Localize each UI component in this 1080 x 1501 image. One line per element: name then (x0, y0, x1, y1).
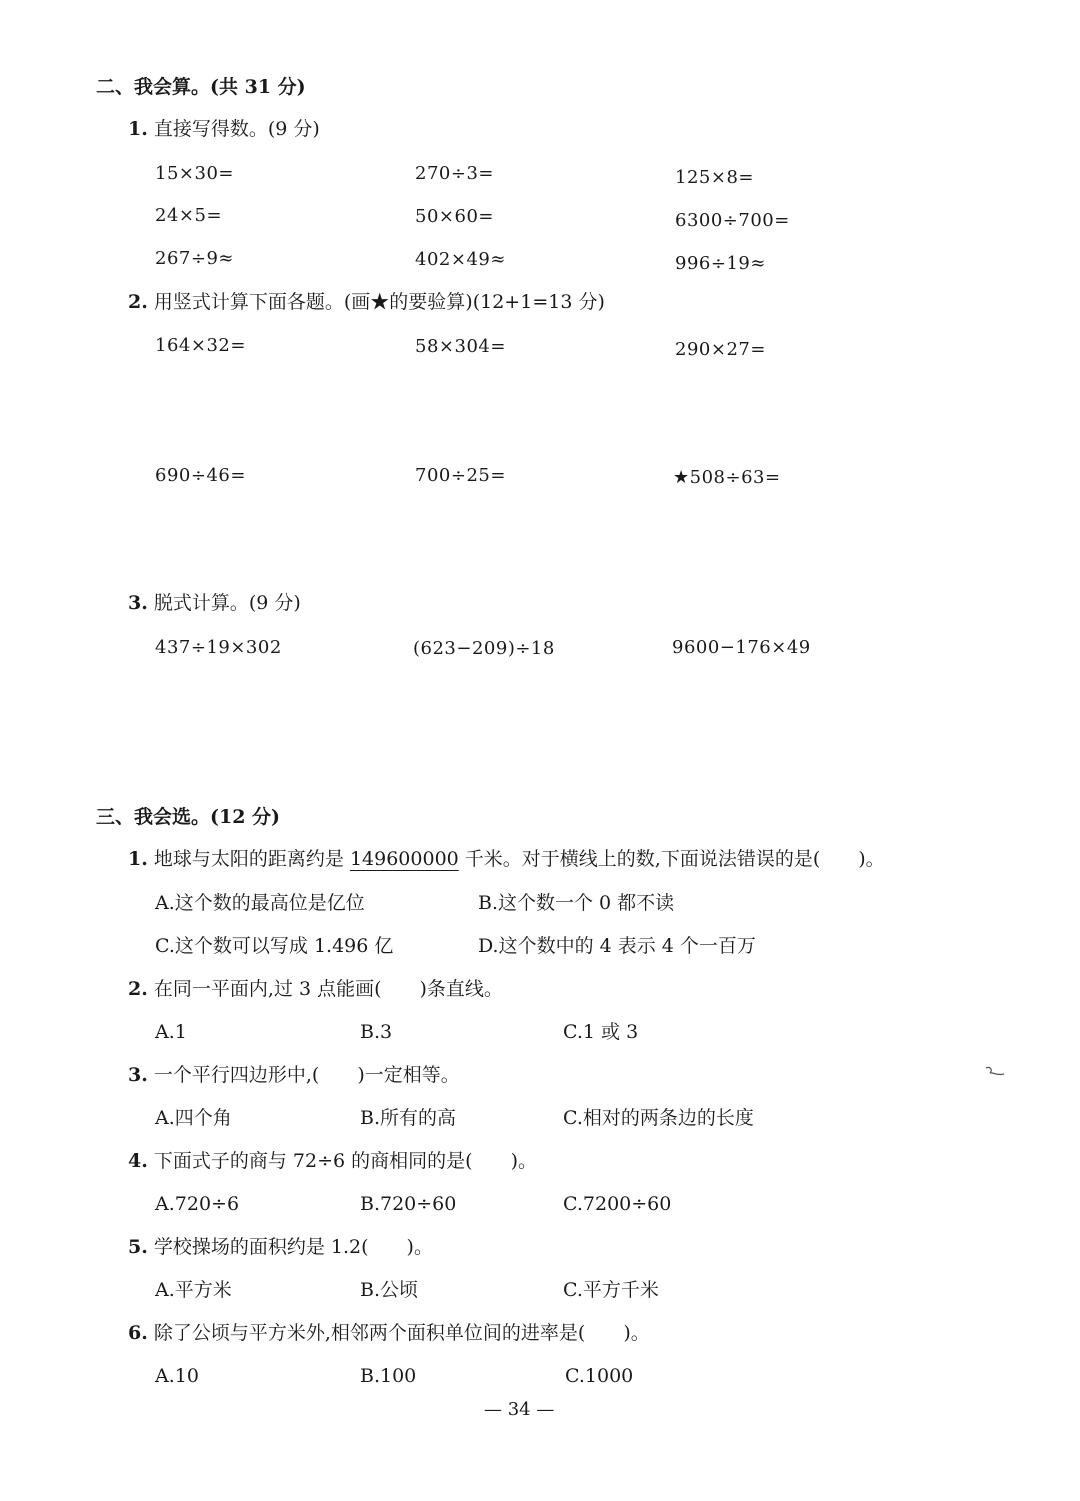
option-d: D.这个数中的 4 表示 4 个一百万 (478, 935, 756, 957)
expression: 996÷19≈ (675, 253, 766, 274)
question-3-1 (128, 850, 885, 869)
question-number: 4. (128, 1150, 148, 1172)
option-a: A.平方米 (155, 1279, 232, 1301)
option-a: A.四个角 (155, 1107, 232, 1129)
expression: 9600−176×49 (672, 637, 811, 658)
option-c: C.平方千米 (563, 1279, 659, 1301)
question-text: 脱式计算。(9 分) (153, 592, 301, 614)
question-number: 3. (128, 592, 148, 614)
question-3-4 (128, 1152, 537, 1171)
option-b: B.720÷60 (360, 1193, 457, 1215)
question-number: 1. (128, 848, 148, 870)
expression: 50×60= (415, 206, 494, 227)
option-b: B.这个数一个 0 都不读 (478, 892, 675, 914)
page-number: — 34 — (484, 1399, 555, 1420)
option-a: A.1 (155, 1021, 187, 1043)
expression: (623−209)÷18 (413, 638, 555, 659)
expression: 6300÷700= (675, 210, 790, 231)
question-text: 在同一平面内,过 3 点能画( )条直线。 (153, 978, 503, 1000)
expression: 700÷25= (415, 465, 506, 486)
question-number: 1. (128, 118, 148, 140)
expression: 270÷3= (415, 163, 494, 184)
question-text: 千米。对于横线上的数,下面说法错误的是( )。 (464, 848, 885, 870)
question-2-1-title (128, 120, 320, 139)
option-c: C.1 或 3 (563, 1021, 639, 1043)
expression: 437÷19×302 (155, 637, 282, 658)
option-b: B.100 (360, 1365, 417, 1387)
option-b: B.公顷 (360, 1279, 419, 1301)
option-a: A.720÷6 (155, 1193, 240, 1215)
question-text: 学校操场的面积约是 1.2( )。 (153, 1236, 433, 1258)
question-number: 3. (128, 1064, 148, 1086)
option-c: C.7200÷60 (563, 1193, 672, 1215)
section-3-title: 三、我会选。(12 分) (96, 806, 281, 828)
option-c: C.这个数可以写成 1.496 亿 (155, 935, 394, 957)
option-b: B.3 (360, 1021, 393, 1043)
question-text: 直接写得数。(9 分) (153, 118, 320, 140)
question-number: 2. (128, 978, 148, 1000)
expression: 402×49≈ (415, 249, 506, 270)
question-3-6 (128, 1324, 650, 1343)
option-a: A.这个数的最高位是亿位 (155, 892, 365, 914)
expression: 15×30= (155, 163, 234, 184)
pencil-mark-icon (984, 1064, 1006, 1080)
question-2-3-title (128, 594, 301, 613)
option-b: B.所有的高 (360, 1107, 457, 1129)
question-number: 6. (128, 1322, 148, 1344)
question-3-5 (128, 1238, 433, 1257)
option-a: A.10 (155, 1365, 199, 1387)
underlined-number: 149600000 (349, 848, 459, 870)
expression: 290×27= (675, 339, 766, 360)
option-c: C.相对的两条边的长度 (563, 1107, 754, 1129)
question-text: 除了公顷与平方米外,相邻两个面积单位间的进率是( )。 (153, 1322, 650, 1344)
expression: ★508÷63= (673, 467, 781, 488)
option-c: C.1000 (565, 1365, 634, 1387)
expression: 267÷9≈ (155, 248, 234, 269)
expression: 125×8= (675, 167, 754, 188)
expression: 164×32= (155, 335, 246, 356)
question-number: 5. (128, 1236, 148, 1258)
expression: 58×304= (415, 336, 506, 357)
expression: 690÷46= (155, 465, 246, 486)
section-2-title: 二、我会算。(共 31 分) (96, 76, 306, 98)
question-text: 下面式子的商与 72÷6 的商相同的是( )。 (153, 1150, 537, 1172)
question-text: 地球与太阳的距离约是 (153, 848, 344, 870)
question-text: 用竖式计算下面各题。(画★的要验算)(12+1=13 分) (153, 291, 605, 313)
question-3-2 (128, 980, 503, 999)
question-number: 2. (128, 291, 148, 313)
question-text: 一个平行四边形中,( )一定相等。 (153, 1064, 460, 1086)
question-3-3 (128, 1066, 460, 1085)
expression: 24×5= (155, 205, 223, 226)
question-2-2-title (128, 293, 605, 312)
